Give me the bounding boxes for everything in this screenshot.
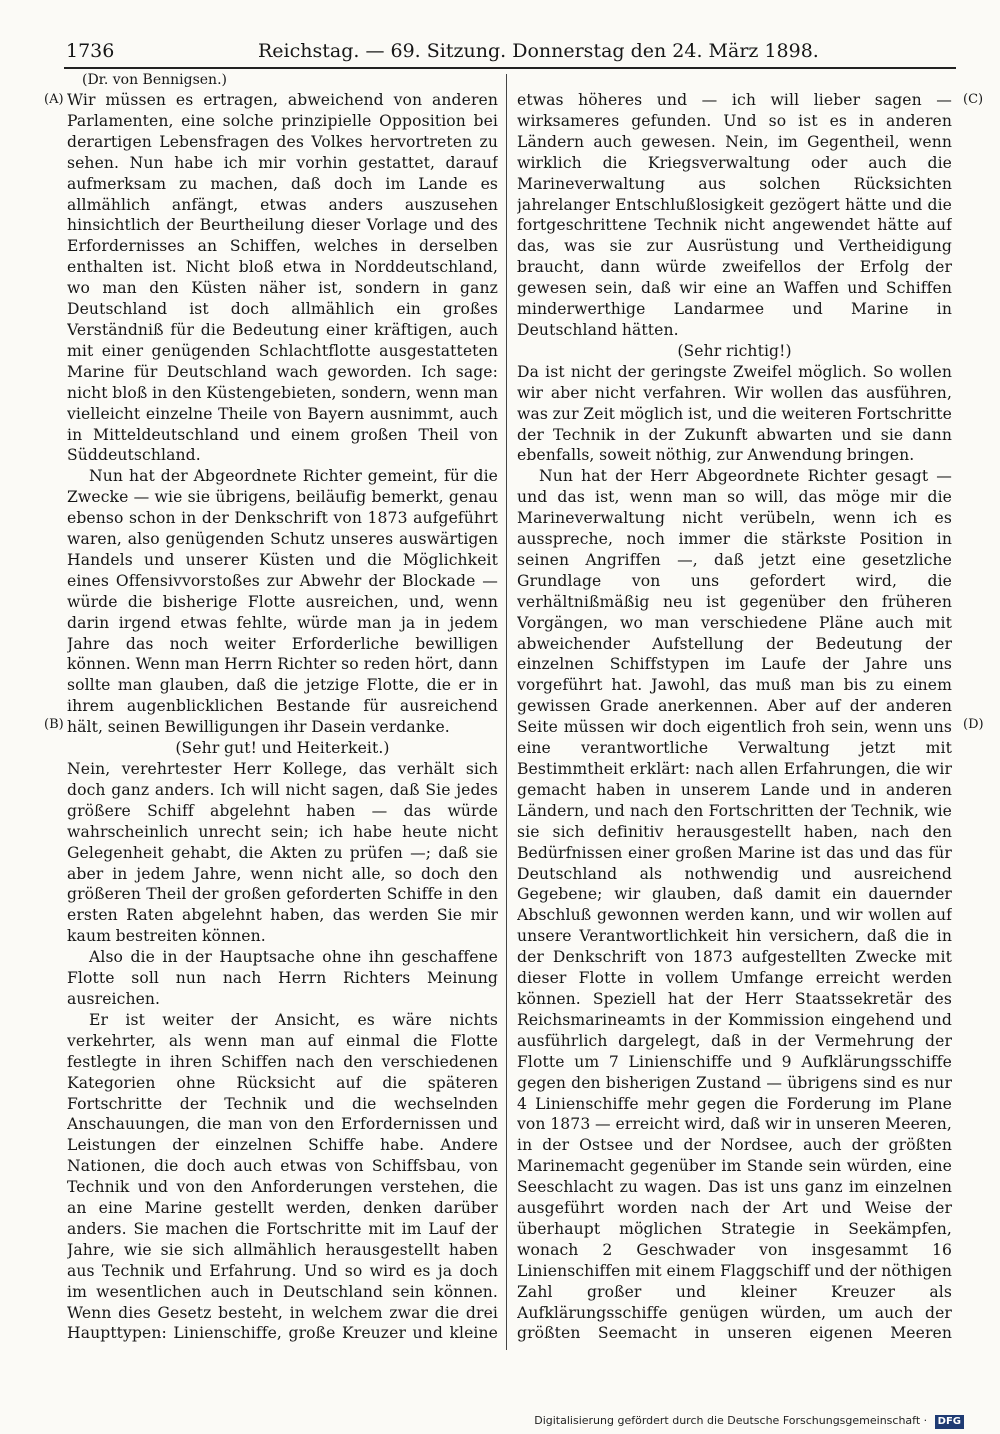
interjection: (Sehr gut! und Heiterkeit.): [175, 739, 390, 758]
paragraph: Nun hat der Abgeordnete Richter gemeint, für die Zwecke — wie sie übrigens, beiläufig bemerkt, genau ebenso schon in der Denkschrift von 1873 aufgeführt waren, also genügenden Schutz unseres auswärtigen Handels und unserer Küsten und die Möglichkeit eines Offensivvorstoßes zur Abwehr der Blockade — würde die bisherige Flotte ausreichen, und, wenn darin irgend etwas fehlte, würde man ja in jedem Jahre das noch weiter Erforderliche bewilligen können. Wenn man Herrn Richter so reden hört, dann sollte man glauben, daß die jetzige Flotte, die er in ihrem augenblicklichen Bestande für ausreichend hält, seinen Bewilligungen ihr Dasein verdanke.: [67, 467, 498, 737]
interjection: (Sehr richtig!): [677, 341, 792, 360]
digitization-credit: [534, 1414, 964, 1429]
paragraph: etwas höheres und — ich will lieber sagen — wirksameres gefunden. Und so ist es in anderen Ländern auch gewesen. Nein, im Gegentheil, wenn wirklich die Kriegsverwaltung oder auch die Marineverwaltung aus solchen Rücksichten jahrelanger Entschlußlosigkeit gezögert hätte und die fortgeschrittene Technik nicht angewendet hätte auf das, was sie zur Ausrüstung und Vertheidigung braucht, dann würde zweifellos der Erfolg der gewesen sein, daß wir eine an Waffen und Schiffen minderwerthige Landarmee und Marine in Deutschland hätten.: [517, 91, 952, 339]
column-divider: [506, 74, 507, 1350]
left-column: [67, 90, 498, 1346]
paragraph: Nein, verehrtester Herr Kollege, das verhält sich doch ganz anders. Ich will nicht sagen, daß Sie jedes größere Schiff abgelehnt haben — das würde wahrscheinlich unrecht sein; ich habe heute nicht Gelegenheit gehabt, die Akten zu prüfen —; daß sie aber in jedem Jahre, wenn nicht alle, so doch den größeren Theil der großen geforderten Schiffe in den ersten Raten abgelehnt haben, das werden Sie mir kaum bestreiten können.: [67, 760, 498, 946]
margin-marker-d: (D): [963, 717, 984, 732]
paragraph: Wir müssen es ertragen, abweichend von anderen Parlamenten, eine solche prinzipielle Opposition bei derartigen Lebensfragen des Volkes hervortreten zu sehen. Nun habe ich mir vorhin gestattet, darauf aufmerksam zu machen, daß doch im Lande es allmählich anfängt, etwas anders auszusehen hinsichtlich der Beurtheilung dieser Vorlage und des Erfordernisses an Schiffen, welches in derselben enthalten ist. Nicht bloß etwa in Norddeutschland, wo man den Küsten näher ist, sondern in ganz Deutschland ist doch allmählich ein großes Verständniß für die Bedeutung einer kräftigen, auch mit einer genügenden Schlachtflotte ausgestatteten Marine für Deutschland wach geworden. Ich sage: nicht bloß in den Küstengebieten, sondern, wenn man vielleicht einzelne Theile von Bayern ausnimmt, auch in Mitteldeutschland und einem großen Theil von Süddeutschland.: [67, 91, 498, 465]
margin-marker-a: (A): [44, 92, 64, 107]
dfg-logo: DFG: [935, 1415, 964, 1429]
credit-text: Digitalisierung gefördert durch die Deutsche Forschungsgemeinschaft ·: [534, 1414, 928, 1427]
page-title: Reichstag. — 69. Sitzung. Donnerstag den 24. März 1898.: [258, 40, 819, 62]
right-column: [517, 90, 952, 1346]
paragraph: Also die in der Hauptsache ohne ihn geschaffene Flotte soll nun nach Herrn Richters Meinung ausreichen.: [67, 948, 498, 1008]
margin-marker-b: (B): [44, 717, 64, 732]
speaker-label: (Dr. von Bennigsen.): [82, 72, 227, 88]
paragraph: Er ist weiter der Ansicht, es wäre nichts verkehrter, als wenn man auf einmal die Flotte festlegte in ihren Schiffen nach den verschiedenen Kategorien ohne Rücksicht auf die späteren Fortschritte der Technik und die wechselnden Anschauungen, die man von den Erfordernissen und Leistungen der einzelnen Schiffe habe. Andere Nationen, die doch auch etwas von Schiffsbau, von Technik und von den Anforderungen verstehen, die an eine Marine gestellt werden, denken darüber anders. Sie machen die Fortschritte mit im Lauf der Jahre, wie sie sich allmählich herausgestellt haben aus Technik und Erfahrung. Und so wird es ja doch im wesentlichen auch in Deutschland sein können. Wenn dies Gesetz besteht, in welchem zwar die drei Haupttypen: Linienschiffe, große Kreuzer und kleine: [67, 1010, 498, 1343]
paragraph: Nun hat der Herr Abgeordnete Richter gesagt — und das ist, wenn man so will, das möge mir die Marineverwaltung nicht verübeln, wenn ich es ausspreche, noch immer die stärkste Position in seinen Angriffen —, daß jetzt eine gesetzliche Grundlage von uns gefordert wird, die verhältnißmäßig neu ist gegenüber den früheren Vorgängen, wo man verschiedene Pläne auch mit abweichender Aufstellung der Bedeutung der einzelnen Schiffstypen im Laufe der Jahre uns vorgeführt hat. Jawohl, das muß man bis zu einem gewissen Grade anerkennen. Aber auf der anderen Seite müssen wir doch eigentlich froh sein, wenn uns eine verantwortliche Verwaltung jetzt mit Bestimmtheit erklärt: nach allen Erfahrungen, die wir gemacht haben in unserem Lande und in anderen Ländern, und nach den Fortschritten der Technik, wie sie sich definitiv herausgestellt haben, nach den Bedürfnissen einer großen Marine ist das und das für Deutschland als nothwendig und ausreichend Gegebene; wir glauben, daß damit ein dauernder Abschluß gewonnen werden kann, und wir wollen auf unsere Verantwortlichkeit hin versichern, daß die in der Denkschrift von 1873 aufgestellten Zwecke mit dieser Flotte in vollem Umfange erreicht werden können. Speziell hat der Herr Staatssekretär des Reichsmarineamts in der Kommission eingehend und ausführlich dargelegt, daß in der Vermehrung der Flotte um 7 Linienschiffe und 9 Aufklärungsschiffe gegen den bisherigen Zustand — übrigens sind es nur 4 Linienschiffe mehr gegen die Forderung im Plane von 1873 — erreicht wird, daß wir in unseren Meeren, in der Ostsee und der Nordsee, auch der größten Marinemacht gegenüber im Stande sein würden, eine Seeschlacht zu wagen. Das ist uns ganz im einzelnen ausgeführt worden nach der Art und Weise der überhaupt möglichen Strategie in Seekämpfen, wonach 2 Geschwader von insgesammt 16 Linienschiffen mit einem Flaggschiff und der nöthigen Zahl großer und kleiner Kreuzer als Aufklärungsschiffe genügen würden, um auch der größten Seemacht in unseren eigenen Meeren: [517, 467, 952, 1343]
margin-marker-c: (C): [963, 92, 984, 107]
page-number: 1736: [66, 40, 115, 62]
paragraph: Da ist nicht der geringste Zweifel möglich. So wollen wir aber nicht verfahren. Wir wollen das ausführen, was zur Zeit möglich ist, und die weiteren Fortschritte der Technik in der Zukunft abwarten und sie dann ebenfalls, soweit nöthig, zur Anwendung bringen.: [517, 362, 952, 465]
page-header: [66, 38, 956, 64]
header-rule: [64, 67, 956, 69]
